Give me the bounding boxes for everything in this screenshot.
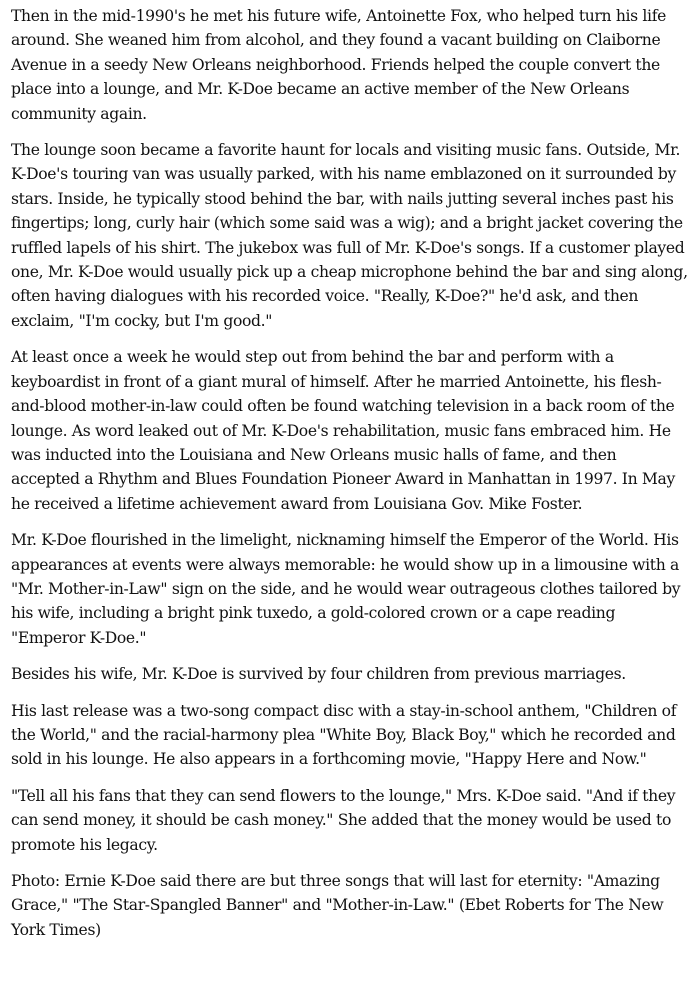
article-paragraph: At least once a week he would step out from behind the bar and perform with a keyboardist in front of a giant mural of himself. After he married Antoinette, his flesh-and-blood mother-in-law could often be found watching television in a back room of the lounge. As word leaked out of Mr. K-Doe's rehabilitation, music fans embraced him. He was inducted into the Louisiana and New Orleans music halls of fame, and then accepted a Rhythm and Blues Foundation Pioneer Award in Manhattan in 1997. In May he received a lifetime achievement award from Louisiana Gov. Mike Foster. xyxy=(11,348,675,513)
article-paragraph: Mr. K-Doe flourished in the limelight, nicknaming himself the Emperor of the World. His appearances at events were always memorable: he would show up in a limousine with a "Mr. Mother-in-Law" sign on the side, and he would wear outrageous clothes tailored by his wife, including a bright pink tuxedo, a gold-colored crown or a cape reading "Emperor K-Doe." xyxy=(11,531,681,647)
article-paragraph: Then in the mid-1990's he met his future wife, Antoinette Fox, who helped turn his life around. She weaned him from alcohol, and they found a vacant building on Claiborne Avenue in a seedy New Orleans neighborhood. Friends helped the couple convert the place into a lounge, and Mr. K-Doe became an active member of the New Orleans community again. xyxy=(11,7,666,123)
article-paragraph: His last release was a two-song compact disc with a stay-in-school anthem, "Children of the World," and the racial-harmony plea "White Boy, Black Boy," which he recorded and sold in his lounge. He also appears in a forthcoming movie, "Happy Here and Now." xyxy=(11,701,677,769)
photo-caption: Photo: Ernie K-Doe said there are but three songs that will last for eternity: "Amazing Grace," "The Star-Spangled Banner" and "Mother-in-Law." (Ebet Roberts for The New York Times) xyxy=(11,872,664,939)
article-paragraph: Besides his wife, Mr. K-Doe is survived by four children from previous marriages. xyxy=(11,665,626,684)
article-paragraph: "Tell all his fans that they can send flowers to the lounge," Mrs. K-Doe said. "And if they can send money, it should be cash money." She added that the money would be used to promote his legacy. xyxy=(11,786,676,854)
article-paragraph: The lounge soon became a favorite haunt for locals and visiting music fans. Outside, Mr. K-Doe's touring van was usually parked, with his name emblazoned on it surrounded by stars. Inside, he typically stood behind the bar, with nails jutting several inches past his fingertips; long, curly hair (which some said was a wig); and a bright jacket covering the ruffled lapels of his shirt. The jukebox was full of Mr. K-Doe's songs. If a customer played one, Mr. K-Doe would usually pick up a cheap microphone behind the bar and sing along, often having dialogues with his recorded voice. "Really, K-Doe?" he'd ask, and then exclaim, "I'm cocky, but I'm good." xyxy=(11,141,688,330)
